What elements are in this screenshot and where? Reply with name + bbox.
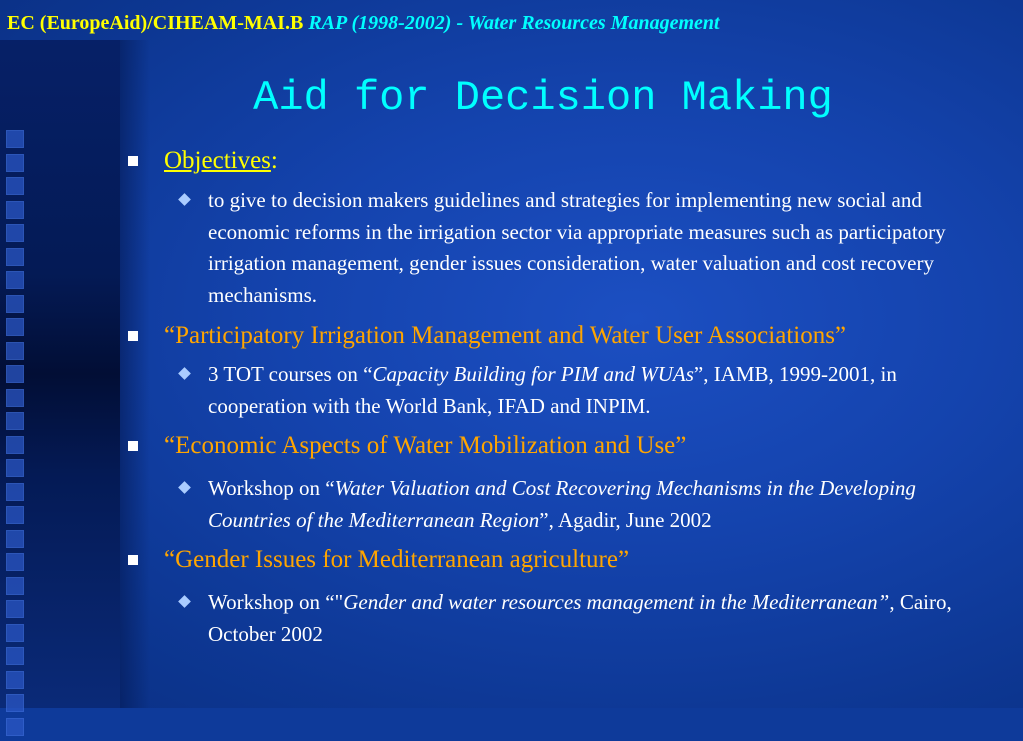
objectives-text: to give to decision makers guidelines and strategies for implementing new social and economic reforms in the irrigation sector via appropriate measures such as participatory irrigation management, gender issues consideration, water valuation and cost recovery mechanisms.: [208, 188, 946, 307]
decorative-square: [6, 365, 24, 383]
decorative-square: [6, 342, 24, 360]
decorative-square: [6, 177, 24, 195]
item-3-text: Workshop on “"Gender and water resources management in the Mediterranean”, Cairo, October 2002: [208, 590, 952, 646]
decorative-square: [6, 671, 24, 689]
decorative-square: [6, 553, 24, 571]
square-bullet-icon: [128, 331, 138, 341]
square-bullet-icon: [128, 156, 138, 166]
item-1-text: 3 TOT courses on “Capacity Building for PIM and WUAs”, IAMB, 1999-2001, in cooperation with the World Bank, IFAD and INPIM.: [208, 362, 897, 418]
item-2-heading: “Economic Aspects of Water Mobilization and Use”: [164, 432, 687, 459]
decorative-square: [6, 506, 24, 524]
header-program: RAP (1998-2002) - Water Resources Management: [308, 12, 720, 34]
decorative-square: [6, 436, 24, 454]
decorative-square: [6, 318, 24, 336]
header-org: EC (EuropeAid)/CIHEAM-MAI.B: [7, 12, 304, 34]
decorative-square: [6, 130, 24, 148]
decorative-square: [6, 459, 24, 477]
decorative-square: [6, 694, 24, 712]
decorative-square: [6, 248, 24, 266]
decorative-square: [6, 412, 24, 430]
item-1-heading: “Participatory Irrigation Management and Water User Associations”: [164, 322, 847, 349]
objectives-link[interactable]: Objectives: [164, 147, 271, 174]
decorative-square: [6, 530, 24, 548]
slide-title: Aid for Decision Making: [253, 74, 833, 122]
decorative-square: [6, 224, 24, 242]
item-2-text: Workshop on “Water Valuation and Cost Recovering Mechanisms in the Developing Countries of the Mediterranean Region”, Agadir, June 2002: [208, 476, 916, 532]
objectives-heading: Objectives:: [164, 147, 278, 174]
decorative-square: [6, 647, 24, 665]
decorative-squares: [6, 130, 28, 741]
decorative-square: [6, 389, 24, 407]
slide-header: [7, 12, 720, 35]
decorative-square: [6, 718, 24, 736]
left-decorative-band: [0, 40, 120, 708]
decorative-square: [6, 483, 24, 501]
decorative-square: [6, 154, 24, 172]
decorative-square: [6, 624, 24, 642]
decorative-square: [6, 600, 24, 618]
decorative-square: [6, 271, 24, 289]
decorative-square: [6, 295, 24, 313]
square-bullet-icon: [128, 441, 138, 451]
decorative-square: [6, 201, 24, 219]
decorative-square: [6, 577, 24, 595]
square-bullet-icon: [128, 555, 138, 565]
item-3-heading: “Gender Issues for Mediterranean agriculture”: [164, 546, 630, 573]
